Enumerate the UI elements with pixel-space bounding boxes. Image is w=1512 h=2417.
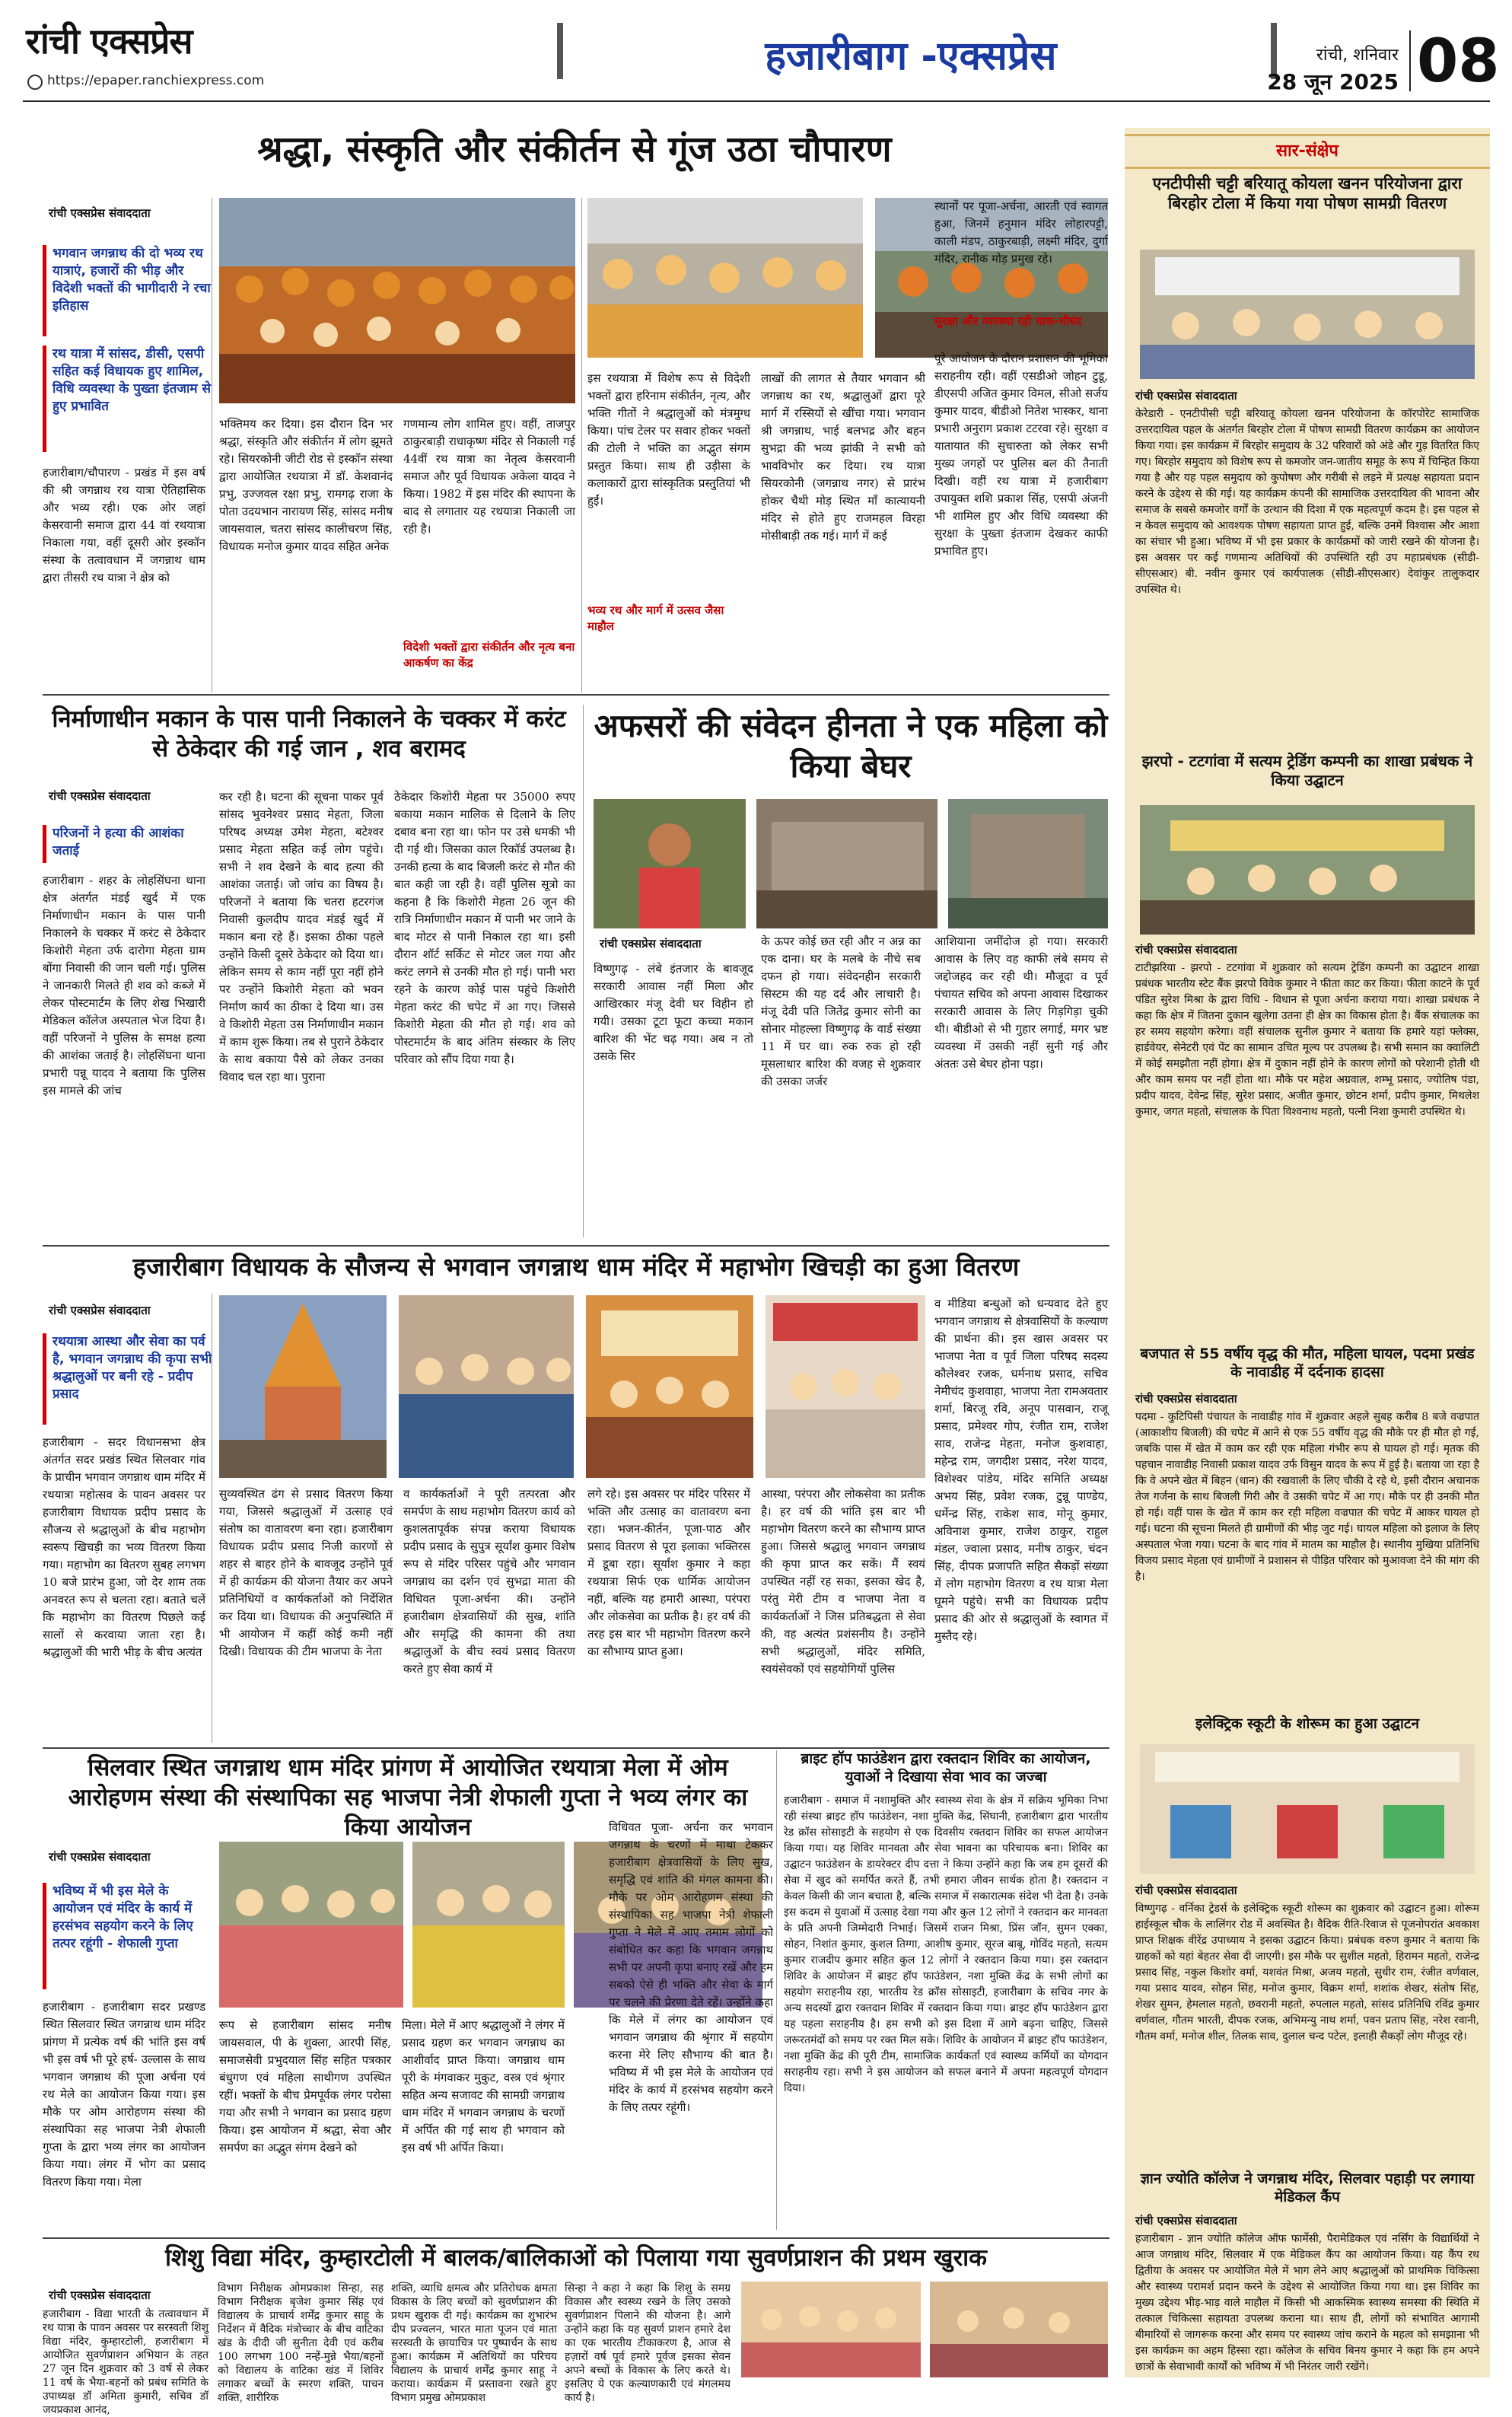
story7-photo-1: [741, 2282, 921, 2377]
story1-photo-2: [587, 198, 863, 358]
place-day: रांची, शनिवार: [1316, 46, 1399, 65]
story6-body: हजारीबाग - समाज में नशामुक्ति और स्वास्थ्य सेवा के क्षेत्र में सक्रिय भूमिका निभा रही संस्था ब्राइट हॉप फाउंडेशन, नशा मुक्ति केंद्र, सिंघानी, हजारीबाग द्वारा भारतीय रेड क्रॉस सोसाइटी के सहयोग से एक दिवसीय रक्तदान शिविर का सफल आयोजन किया गया। यह शिविर मानवता और सेवा भावना का परिचायक बना। शिविर का उद्घाटन फाउंडेशन के डायरेक्टर दीप दत्ता ने किया उन्होंने कहा कि जब हम दूसरों की सेवा में खुद को समर्पित करते हैं, तभी हमारा जीवन सार्थक होता है। रक्तदान न केवल किसी की जान बचाता है, बल्कि समाज में सकारात्मक संदेश भी देता है। उनके इस कदम से युवाओं में उत्साह देखा गया और कुल 12 लोगों ने रक्तदान कर मानवता के प्रति अपनी जिम्मेदारी निभाई। जिसमें राजन मिश्रा, प्रिंस जॉन, सुमन एक्का, सोहन, निशांत कुमार, कुशल तिग्गा, आशीष कुमार, सूरज बाबू, गोविंद महतो, सत्यम कुमार राजदीप कुमार सहित कुल 12 लोगों ने रक्तदान किया गया। इस रक्तदान शिविर के आयोजन में ब्राइट हॉप फाउंडेशन, नशा मुक्ति केंद्र के सभी लोगों का सहयोग सराहनीय रहा, भारतीय रेड क्रॉस सोसाइटी, हजारीबाग के सचिव नगर के अन्य सदस्यों द्वारा रक्तदान शिविर में रक्तदान किया गया। ब्राइट हॉप फाउंडेशन द्वारा यह पहला सराहनीय है। हम सभी को इस दिशा में आगे बढ़ना चाहिए, जिससे जरूरतमंदों को समय पर रक्त मिल सके। शिविर के आयोजन में ब्राइट हॉप फाउंडेशन, नशा मुक्ति केंद्र की पूरी टीम, सामाजिक कार्यकर्ता एवं स्वास्थ्य कर्मियों का योगदान सराहनीय रहा। सभी ने इस आयोजन को सफल बनाने में अपना महत्वपूर्ण योगदान दिया।: [784, 1794, 1108, 2094]
masthead: [0, 0, 1512, 99]
story5-photo-2: [412, 1842, 565, 2008]
story5-column-2: रूप से हजारीबाग सांसद मनीष जायसवाल, पी के शुक्ला, आरपी सिंह, समाजसेवी प्रभुदयाल सिंह सहित पत्रकार बंधुगण एवं महिला साथीगण उपस्थित रहीं। भक्तों के बीच प्रेमपूर्वक लंगर परोसा गया और सभी ने भगवान का प्रसाद ग्रहण किया। इस आयोजन में श्रद्धा, सेवा और समर्पण का अद्भुत संगम देखने को: [219, 2018, 391, 2154]
story5-column-1: हजारीबाग - हजारीबाग सदर प्रखण्ड स्थित सिलवार स्थित जगन्नाथ धाम मंदिर प्रांगण में प्रत्येक वर्ष की भांति इस वर्ष भी इस वर्ष भी पूरे हर्ष- उल्लास के साथ भगवान जगन्नाथ की पूजा अर्चना एवं रथ मेले का आयोजन किया गया। इस मौके पर ओम आरोहणम संस्था की संस्थापिका सह भाजपा नेत्री शेफाली गुप्ता के द्वारा भव्य लंगर का आयोजन किया गया। लंगर में भोग का प्रसाद वितरण किया गया। मेला: [43, 2000, 205, 2189]
sidebar-s3-body: पदमा - कुटिपिसी पंचायत के नावाडीह गांव में शुक्रवार अहले सुबह करीब 8 बजे वज्रपात (आकाशीय बिजली) की चपेट में आने से एक 55 वर्षीय वृद्ध की मौके पर ही मौत हो गई, जबकि पास में खेत में काम कर रही एक महिला गंभीर रूप से घायल हो गई। मृतक की पहचान नावाडीह निवासी प्रकाश यादव उर्फ विसुन यादव के रूप में हुई है। बताया जा रहा है कि वे अपने खेत में बिहन (धान) की रखवाली के लिए चौकी दे रहे थे, इसी दौरान अचानक तेज गर्जना के साथ बिजली गिरी और वे उसकी चपेट में आ गए। मौके पर ही उनकी मौत हो गई। वहीं पास के खेत में काम कर रही महिला वज्रपात की चपेट में आकर घायल हो गई। घटना की सूचना मिलते ही ग्रामीणों की भीड़ जुट गई। घायल महिला को इलाज के लिए अस्पताल भेजा गया। घटना के बाद गांव में मातम का माहौल है। स्थानीय मुखिया प्रतिनिधि विजय प्रसाद मेहता एवं ग्रामीणों ने प्रशासन से पीड़ित परिवार को मुआवजा देने की मांग की है।: [1135, 1411, 1479, 1583]
story3-photo-1: [594, 799, 746, 928]
story2-deck: परिजनों ने हत्या की आशंका जताई: [43, 825, 212, 863]
sidebar-s5-body: हजारीबाग - ज्ञान ज्योति कॉलेज ऑफ फार्मेसी, पैरामेडिकल एवं नर्सिंग के विद्यार्थियों ने आज जगन्नाथ मंदिर, सिलवार में एक मेडिकल कैंप का आयोजन किया। यह कैंप रथ द्वितीया के अवसर पर आयोजित मेले में भाग लेने आए श्रद्धालुओं को प्राथमिक चिकित्सा और स्वास्थ्य परामर्श प्रदान करने के उद्देश्य से आयोजित किया गया था। इस शिविर का मुख्य उद्देश्य भीड़-भाड़ वाले माहौल में किसी भी आकस्मिक स्वास्थ्य समस्या की स्थिति में तत्काल चिकित्सा सहायता उपलब्ध कराना था। साथ ही, लोगों को संभावित आगामी बीमारियों से जागरूक करना और समय पर स्वास्थ्य जांच कराने के महत्व को समझाना भी इस कार्यक्रम का अहम हिस्सा रहा। कॉलेज के सचिव बिनय कुमार ने कहा कि हम अपने छात्रों के सेवाभावी कार्यों को भविष्य में भी निरंतर जारी रखेंगे।: [1135, 2233, 1479, 2373]
epaper-url[interactable]: https://epaper.ranchiexpress.com: [47, 73, 265, 88]
story5-headline: सिलवार स्थित जगन्नाथ धाम मंदिर प्रांगण में आयोजित रथयात्रा मेला में ओम आरोहणम संस्था की संस्थापिका सह भाजपा नेत्री शेफाली गुप्ता ने भव्य लंगर का किया आयोजन: [68, 1754, 748, 1841]
story7-photo-2: [930, 2282, 1108, 2377]
sidebar-s4-bureau: रांची एक्सप्रेस संवाददाता: [1135, 1884, 1237, 1897]
story7-headline: शिशु विद्या मंदिर, कुम्हारटोली में बालक/बालिकाओं को पिलाया गया सुवर्णप्राशन की प्रथम खुराक: [164, 2244, 987, 2272]
story2-headline: निर्माणाधीन मकान के पास पानी निकालने के चक्कर में करंट से ठेकेदार की गई जान , शव बरामद: [52, 705, 566, 763]
story1-caption-1: विदेशी भक्तों द्वारा संकीर्तन और नृत्य बना आकर्षण का केंद्र: [403, 640, 575, 670]
story1-headline: श्रद्धा, संस्कृति और संकीर्तन से गूंज उठा चौपारण: [257, 129, 892, 170]
story1-column-1: हजारीबाग/चौपारण - प्रखंड में इस वर्ष की श्री जगन्नाथ रथ यात्रा ऐतिहासिक और भव्य रही। एक ओर जहां केसरवानी समाज द्वारा 44 वां रथयात्रा निकाला गया, वहीं दूसरी ओर इस्कॉन संस्था के तत्वावधान में जगन्नाथ धाम द्वारा तीसरी रथ यात्रा ने क्षेत्र को: [43, 466, 205, 584]
sidebar-header-text: सार-संक्षेप: [1276, 142, 1339, 161]
story1-column-6: स्थानों पर पूजा-अर्चना, आरती एवं स्वागत हुआ, जिनमें हनुमान मंदिर लोहारपट्टी, काली मंडप, ठाकुरबाड़ी, लक्ष्मी मंदिर, दुर्गा मंदिर, रानीक मोड़ प्रमुख रहे।: [934, 199, 1108, 266]
story2-column-3: ठेकेदार किशोरी मेहता पर 35000 रुपए बकाया मकान मालिक से दिलाने के लिए दबाव बना रहा था। फोन पर उसे धमकी भी दी गई थी। जिसका काल रिकॉर्ड उपलब्ध है। उनकी हत्या के बाद बिजली करंट से मौत की बात कही जा रही है। वहीं पुलिस सूत्रो का कहना है कि किशोरी मेहता 26 जून की रात्रि निर्माणाधीन मकान में पानी भर जाने के बाद मोटर से पानी निकाल रहा था। इसी दौरान शॉर्ट सर्किट से मोटर जल गया और करंट लगने से उनकी मौत हो गई। पानी भरा रहने के कारण कोई पास पहुंचे किशोरी मेहता करंट की चपेट में आ गए। जिससे किशोरी मेहता की मौत हो गई। शव को पोस्टमार्टम के बाद अंतिम संस्कार के लिए परिवार को सौंप दिया गया है।: [394, 790, 575, 1066]
story1-caption-2: भव्य रथ और मार्ग में उत्सव जैसा माहौल: [587, 603, 724, 633]
sidebar-s4-photo: [1140, 1744, 1475, 1874]
story3-column-1: विष्णुगढ़ - लंबे इंतजार के बावजूद सरकारी आवास नहीं मिला और आखिरकार मंजू देवी घर विहीन हो गयी। उसका टूटा फूटा कच्चा मकान बारिश की भेंट चढ़ गया। अब न तो उसके सिर: [594, 962, 753, 1063]
story3-column-2: के ऊपर कोई छत रही और न अन्न का एक दाना। घर के मलबे के नीचे सब दफन हो गया। संवेदनहीन सरकारी सिस्टम की यह दर्द और लाचारी है। मंजू देवी पति जितेंद्र कुमार सोनी का सोनार मोहल्ला विष्णुगढ़ के वार्ड संख्या 11 में घर था। रुक रुक हो रही मूसलाधार बारिश की वजह से शुक्रवार की उसका जर्जर: [761, 935, 921, 1088]
story4-photo-1: [219, 1295, 387, 1478]
sidebar-s2-photo: [1140, 805, 1475, 935]
sidebar-s3-headline: बजपात से 55 वर्षीय वृद्ध की मौत, महिला घायल, पदमा प्रखंड के नावाडीह में दर्दनाक हादसा: [1140, 1345, 1475, 1380]
story5-deck: भविष्य में भी इस मेले के आयोजन एवं मंदिर के कार्य में हरसंभव सहयोग करने के लिए तत्पर रहूंगी - शेफाली गुप्ता: [43, 1883, 212, 1989]
sidebar-s2-headline: झरपो - टटगांवा में सत्यम ट्रेडिंग कम्पनी का शाखा प्रबंधक ने किया उद्घाटन: [1141, 752, 1473, 789]
story4-column-2: सुव्यवस्थित ढंग से प्रसाद वितरण किया गया, जिससे श्रद्धालुओं में उत्साह एवं संतोष का वातावरण बना रहा। हजारीबाग विधायक प्रदीप प्रसाद निजी कारणों से शहर से बाहर होने के बावजूद उन्होंने पूर्व में ही कार्यक्रम की योजना तैयार कर अपने प्रतिनिधियों व कार्यकर्ताओं को निर्देशित कर दिया था। विधायक की अनुपस्थिति में भी आयोजन में कहीं कोई कमी नहीं दिखी। विधायक की टीम भाजपा के नेता: [219, 1487, 393, 1658]
story3-column-3: आशियाना जमींदोज हो गया। सरकारी आवास के लिए वह काफी लंबे समय से जद्दोजहद कर रही थी। मौजूदा व पूर्व पंचायत सचिव को अपना आवास दिखाकर सरकारी आवास के लिए गिड़गिड़ा चुकी थी। बीडीओ से भी गुहार लगाई, मगर भ्रष्ट व्यवस्था में उसकी नहीं सुनी गई और अंततः उसे बेघर होना पड़ा।: [934, 935, 1108, 1071]
story7-bureau: रांची एक्सप्रेस संवाददाता: [49, 2288, 151, 2302]
page-number: 08: [1417, 27, 1500, 96]
story3-headline: अफसरों की संवेदन हीनता ने एक महिला को किया बेघर: [594, 707, 1108, 785]
story4-photo-2: [399, 1295, 574, 1478]
edition-title: हजारीबाग -एक्सप्रेस: [765, 33, 1057, 79]
newspaper-logo: रांची एक्सप्रेस: [26, 21, 193, 62]
story4-deck: रथयात्रा आस्था और सेवा का पर्व है, भगवान जगन्नाथ की कृपा सभी श्रद्धालुओं पर बनी रहे - प्रदीप प्रसाद: [43, 1333, 212, 1425]
sidebar-s5-headline: ज्ञान ज्योति कॉलेज ने जगन्नाथ मंदिर, सिलवार पहाड़ी पर लगाया मेडिकल कैंप: [1140, 2170, 1475, 2205]
globe-icon: [27, 75, 43, 90]
sidebar-s3-bureau: रांची एक्सप्रेस संवाददाता: [1135, 1392, 1237, 1406]
sidebar-s1-photo: [1140, 250, 1475, 379]
story2-column-2: कर रही है। घटना की सूचना पाकर पूर्व सांसद भुवनेश्वर प्रसाद मेहता, जिला परिषद अध्यक्ष उमेश मेहता, बटेश्वर प्रसाद मेहता सहित कई लोग पहुंचे। सभी ने शव देखने के बाद हत्या की आशंका जताई। जो जांच का विषय है। परिजनों ने बताया कि चतरा हटरगंज निवासी कुलदीप यादव मंडई खुर्द में मकान बना रहे हैं। इसका ठीका पहले उन्होंने किसी दूसरे ठेकेदार को दिया था। लेकिन समय से काम नहीं पूरा नहीं होने पर उन्होंने किशोरी मेहता को भवन निर्माण कार्य का ठीका दे दिया था। उस वे किशोरी मेहता उस निर्माणाधीन मकान में काम शुरू किया। तब से पुराने ठेकेदार के साथ बकाया पैसे को लेकर उनका विवाद चल रहा था। पुराना: [219, 790, 384, 1084]
story3-bureau: रांची एक्सप्रेस संवाददाता: [600, 937, 702, 951]
story4-column-5: आस्था, परंपरा और लोकसेवा का प्रतीक है। हर वर्ष की भांति इस बार भी महाभोग वितरण करने का सौभाग्य प्राप्त हुआ। जिससे श्रद्धालु भगवान जगन्नाथ की कृपा प्राप्त कर सकें। मैं स्वयं उपस्थित नहीं रह सका, इसका खेद है, परंतु मेरी टीम व भाजपा नेता व कार्यकर्ताओं ने जिस प्रतिबद्धता से सेवा की, वह अत्यंत प्रशंसनीय है। उन्होंने सभी श्रद्धालुओं, मंदिर समिति, स्वयंसेवकों एवं सहयोगियों पुलिस: [761, 1487, 925, 1676]
sidebar-header: [1125, 134, 1490, 169]
story5-photo-1: [219, 1842, 403, 2008]
sidebar-s2-body: टाटीझरिया - झरपो - टटगांवा में शुक्रवार को सत्यम ट्रेडिंग कम्पनी का उद्घाटन शाखा प्रबंधक भारतीय स्टेट बैंक झरपो विवेक कुमार ने फीता काट कर किया। फीता काटने के पूर्व पंडित सुरेश मिश्रा के द्वारा विधि - विधान से पूजा अर्चना कराया गया। शाखा प्रबंधक ने कहा कि क्षेत्र में जितना दुकान खुलेगा उतना ही क्षेत्र का विकास होता है। बैंक संचालक का हर समय सहयोग करेगा। वहीं संचालक सुनील कुमार ने बताया कि हमारे यहां फ्लेक्स, हार्डवेयर, सेनेटरी एवं पेंट का सामान उचित मूल्य पर उपलब्ध है। सभी समान का क्वालिटी में कोई समझौता नहीं होगा। क्षेत्र में दुकान नहीं होने के कारण लोगों को परेशानी होती थी और काम समय पर नहीं होता था। मौके पर महेश अग्रवाल, शम्भू प्रसाद, ज्योतिष पंडा, प्रदीप यादव, देवेन्द्र सिंह, सुरेश प्रसाद, अजीत कुमार, छोटन शर्मा, प्रदीप कुमार, मिथलेश कुमार, जगत महतो, संचालक के पिता विश्वनाथ महतो, पत्नी निशा कुमारी उपस्थित थे।: [1135, 962, 1479, 1118]
story4-headline: हजारीबाग विधायक के सौजन्य से भगवान जगन्नाथ धाम मंदिर में महाभोग खिचड़ी का हुआ वितरण: [132, 1252, 1020, 1282]
story7-column-3: शक्ति, व्याधि क्षमत्व और प्रतिरोधक क्षमता विकास के लिए बच्चों को सुवर्णप्राशन की प्रथम खुराक दी गई। कार्यक्रम का शुभारंभ दीप प्रज्वलन, भारत माता पूजन एवं माता सरस्वती के छायाचित्र पर पुष्पार्चन के साथ हुआ। कार्यक्रम में अतिथियों का परिचय विद्यालय के प्राचार्य शर्मेंद्र कुमार साहू ने कराया। कार्यक्रम में प्रस्तावना रखते हुए विभाग प्रमुख ओमप्रकाश: [391, 2282, 557, 2404]
sidebar-s1-headline: एनटीपीसी चट्टी बरियातू कोयला खनन परियोजना द्वारा बिरहोर टोला में किया गया पोषण सामग्री वितरण: [1152, 174, 1463, 213]
story5-bureau: रांची एक्सप्रेस संवाददाता: [49, 1850, 151, 1864]
sidebar-s5-bureau: रांची एक्सप्रेस संवाददाता: [1135, 2214, 1237, 2228]
story1-deck-1: भगवान जगन्नाथ की दो भव्य रथ यात्राएं, हजारों की भीड़ और विदेशी भक्तों की भागीदारी ने रचा इतिहास: [43, 245, 212, 336]
story4-bureau: रांची एक्सप्रेस संवाददाता: [49, 1304, 151, 1317]
story2-bureau: रांची एक्सप्रेस संवाददाता: [49, 789, 151, 803]
story1-column-7: पूरे आयोजन के दौरान प्रशासन की भूमिका सराहनीय रही। वहीं एसडीओ जोहन टुडू, डीएसपी अजित कुमार विमल, सीओ सर्जय कुमार यादव, बीडीओ नितेश भास्कर, थाना प्रभारी अनुराग प्रकाश टटरवा रहे। सुरक्षा व यातायात की सुचारुता को लेकर सभी मुख्य जगहों पर पुलिस बल की तैनाती दिखी। वहीं रथ यात्रा में हजारीबाग उपायुक्त शशि प्रकाश सिंह, एसपी अंजनी भी शामिल हुए और विधि व्यवस्था की सुरक्षा के पुख्ता इंतजाम देखकर काफी प्रभावित हुए।: [934, 352, 1108, 558]
story4-column-4: लगे रहे। इस अवसर पर मंदिर परिसर में भक्ति और उत्साह का वातावरण बना रहा। भजन-कीर्तन, पूजा-पाठ और प्रसाद वितरण से पूरा इलाका भक्तिरस में डूबा रहा। सूर्यांश कुमार ने कहा रथयात्रा सिर्फ एक धार्मिक आयोजन नहीं, बल्कि यह हमारी आस्था, परंपरा और लोकसेवा का प्रतीक है। हर वर्ष की तरह इस बार भी महाभोग वितरण करने का सौभाग्य प्राप्त हुआ।: [587, 1487, 750, 1658]
sidebar-s4-body: विष्णुगढ़ - वर्निका ट्रेडर्स के इलेक्ट्रिक स्कूटी शोरूम का शुक्रवार को उद्घाटन हुआ। शोरूम हाईस्कूल चौक के लालिंगर रोड में अवस्थित है। वैदिक रीति-रिवाज से पूजनोपरांत अवकाश प्राप्त शिक्षक वीरेंद्र उपाध्याय ने इसका उद्घाटन किया। प्रबंधक वरुण कुमार ने बताया कि ग्राहकों को यहां बेहतर सेवा दी जाएगी। इस मौके पर सुशील महतो, हिरामन महतो, राजेन्द्र प्रसाद सिंह, नकुल किशोर वर्मा, यशवंत मिश्रा, अजय महतो, सुधीर राम, रंजीत वर्णवाल, गया प्रसाद यादव, सोहन सिंह, मनोज कुमार, विक्रम शर्मा, शशांक शेखर, संतोष सिंह, शेखर सुमन, हेमलाल महतो, छवरानी महतो, रुपलाल महतो, सांसद प्रतिनिधि रविंद्र कुमार वर्णवाल, गौतम भारती, दीपक रजक, अभिमन्यु नाथ शर्मा, पवन प्रताप सिंह, नरेश रवानी, गौतम वर्मा, मनोज शील, तिलक साव, दुलाल चन्द पटेल, इलाही सैकड़ों लोग मौजूद रहे।: [1135, 1903, 1479, 2043]
story2-column-1: हजारीबाग - शहर के लोहसिंघना थाना क्षेत्र अंतर्गत मंडई खुर्द में एक निर्माणाधीन मकान के पास पानी निकालने के चक्कर में करंट से ठेकेदार किशोरी मेहता उर्फ दारोगा मेहता ग्राम बोंगा निवासी की जान चली गई। पुलिस ने जानकारी मिलते ही शव को कब्जे में लेकर पोस्टमार्टम के लिए शेख भिखारी मेडिकल कॉलेज अस्पताल भेज दिया है। वहीं परिजनों ने पुलिस के समक्ष हत्या की आशंका जताई है। लोहसिंघना थाना प्रभारी पन्नू यादव ने बताया कि पुलिस इस मामले की जांच: [43, 874, 205, 1097]
story7-column-2: विभाग निरीक्षक ओमप्रकाश सिन्हा, सह विभाग निरीक्षक बृजेश कुमार सिंह एवं विद्यालय के प्राचार्य शर्मेंद्र कुमार साहू के निर्देशन में वैदिक मंत्रोच्चार के बीच वाटिका खंड के दीदी जी सुनीता देवी एवं करीब 100 लगभग 100 नन्हें-मुन्ने भैया/बहनों को विद्यालय के वाटिका खंड में शिविर लगाकर बच्चों के स्मरण शक्ति, पाचन शक्ति, शारीरिक: [218, 2282, 384, 2404]
sidebar-s2-bureau: रांची एक्सप्रेस संवाददाता: [1135, 943, 1237, 957]
story5-column-3: मिला। मेले में आए श्रद्धालुओं ने लंगर में प्रसाद ग्रहण कर भगवान जगन्नाथ का आशीर्वाद प्राप्त किया। जगन्नाथ धाम पूरी के मंगवाकर मुकुट, वस्त्र एवं श्रृंगार सहित अन्य सजावट की सामग्री जगन्नाथ धाम मंदिर में भगवान जगन्नाथ के चरणों में अर्पित की गई साथ ही भगवान को इस वर्ष भी अर्पित किया।: [402, 2018, 565, 2154]
story4-photo-3: [586, 1295, 753, 1478]
story1-photo-1: [219, 198, 575, 403]
story3-photo-2: [756, 799, 937, 928]
sidebar: [1125, 128, 1490, 2377]
story3-photo-3: [948, 799, 1108, 928]
issue-date: 28 जून 2025: [1267, 69, 1399, 94]
sidebar-s4-headline: इलेक्ट्रिक स्कूटी के शोरूम का हुआ उद्घाटन: [1195, 1715, 1419, 1732]
story4-column-3: व कार्यकर्ताओं ने पूरी तत्परता और समर्पण के साथ महाभोग वितरण कार्य को कुशलतापूर्वक संपन्न कराया विधायक प्रदीप प्रसाद के सुपुत्र सूर्यांश कुमार विशेष रूप से मंदिर परिसर पहुंचे और भगवान जगन्नाथ का दर्शन एवं सुभद्रा माता की विधिवत पूजा-अर्चना की। उन्होंने हजारीबाग क्षेत्रवासियों की सुख, शांति और समृद्धि की कामना की तथा श्रद्धालुओं के बीच स्वयं प्रसाद वितरण करते हुए सेवा कार्य में: [403, 1487, 575, 1676]
story7-column-4: सिन्हा ने कहा ने कहा कि शिशु के समग्र विकास और स्वस्थ्य रखने के लिए उसको सुवर्णप्राशन पिलाने की योजना है। आगे उन्होंने कहा कि यह सुवर्ण प्राशन हमारे देश का एक भारतीय टीकाकरण है, आज से हज़ारों वर्ष पूर्व हमारे पूर्वज इसका सेवन अपने बच्चों के विकास के लिए करते थे। इसलिए ये एक कल्याणकारी एवं मंगलमय कार्य है।: [565, 2282, 731, 2404]
story5-column-4: विधिवत पूजा- अर्चना कर भगवान जगन्नाथ के चरणों में माथा टेककर हजारीबाग क्षेत्रवासियों के लिए सुख, समृद्धि एवं शांति की मंगल कामना की। मौके पर ओम आरोहणम संस्था की संस्थापिका सह भाजपा नेत्री शेफाली गुप्ता ने मेले में आए तमाम लोगों को संबोधित कर कहा कि भगवान जगन्नाथ सभी पर अपनी कृपा बनाए रखें और हम सबको ऐसे ही भक्ति और सेवा के मार्ग पर चलने की प्रेरणा देते रहें। उन्होंने कहा कि मेले में लंगर का आयोजन एवं भगवान जगन्नाथ की श्रृंगार में सहयोग करना मेरे लिए सौभाग्य की बात है। भविष्य में भी इस मेले के आयोजन एवं मंदिर के कार्य में हरसंभव सहयोग करने के लिए तत्पर रहूंगी।: [609, 1820, 773, 2114]
sidebar-s1-body: केरेडारी - एनटीपीसी चट्टी बरियातू कोयला खनन परियोजना के कॉरपोरेट सामाजिक उत्तरदायित्व पहल के अंतर्गत बिरहोर टोला में पोषण सामग्री वितरण कार्यक्रम का आयोजन किया गया। इस कार्यक्रम में बिरहोर समुदाय के 32 परिवारों को अंडे और गुड़ वितरित किए गए। बिरहोर समुदाय को विशेष रूप से कमजोर जन-जातीय समूह के रूप में चिन्हित किया गया है और यह पहल समुदाय को कुपोषण और गरीबी से लड़ने में प्रत्यक्ष सहायता प्रदान करने के उद्देश्य से की गई। यह कार्यक्रम कंपनी की सामाजिक उत्तरदायित्व की भावना और समाज के सबसे कमजोर वर्गों के उत्थान की दिशा में एक महत्वपूर्ण कदम है। इस पहल से न केवल समुदाय को आवश्यक पोषण सहायता प्राप्त हुई, बल्कि उनमें विश्वास और आशा का संचार भी हुआ। भविष्य में भी इस प्रकार के कार्यक्रमों को जारी रखने की योजना है। इस अवसर पर कई गणमान्य अतिथियों की उपस्थिति रही उप महाप्रबंधक (सीडी-सीएसआर) बी. नवीन कुमार एवं कार्यपालक (सीडी-सीएसआर) देवांकुर तालुकदार उपस्थित थे।: [1135, 408, 1479, 596]
story1-column-5: लाखों की लागत से तैयार भगवान श्री जगन्नाथ का रथ, श्रद्धालुओं द्वारा पूरे मार्ग में रस्सियों से खींचा गया। भगवान श्री जगन्नाथ, भाई बलभद्र और बहन सुभद्रा की भव्य झांकी ने सभी को भावविभोर कर दिया। रथ यात्रा सियरकोनी (जगन्नाथ नगर) से प्रारंभ होकर चैथी मोड़ स्थित माँ कात्यायनी मंदिर से होते हुए राजमहल विरहा मोसीबाड़ी तक गई। मार्ग में कई: [761, 371, 925, 543]
story1-column-3: गणमान्य लोग शामिल हुए। वहीं, ताजपुर ठाकुरबाड़ी राधाकृष्ण मंदिर से निकाली गई 44वीं रथ यात्रा का नेतृत्व केसरवानी समाज और पूर्व विधायक अकेला यादव ने किया। 1982 में इस मंदिर की स्थापना के बाद से लगातार यह रथयात्रा निकाली जा रही है।: [403, 417, 575, 536]
story4-column-6: व मीडिया बन्धुओं को धन्यवाद देते हुए भगवान जगन्नाथ से क्षेत्रवासियों के कल्याण की प्रार्थना की। इस खास अवसर पर भाजपा नेता व पूर्व जिला परिषद सदस्य कौलेश्वर रजक, धर्मनाथ प्रसाद, सचिव नेमीचंद कुशवाहा, भाजपा नेता रामअवतार शर्मा, बिरजू रवि, अनूप पासवान, राजू प्रसाद, प्रमेश्वर गोप, रंजीत राम, राजेश साव, राजेन्द्र मेहता, मनोज कुशवाहा, महेन्द्र राम, जगदीश प्रसाद, नरेश यादव, विशेश्वर पांडेय, मंदिर समिति अध्यक्ष अभय सिंह, प्रवेश रजक, टुन्नू पाण्डेय, धर्मेन्द्र सिंह, राकेश साव, मोनू कुमार, अविनाश कुमार, राजेश ठाकुर, राहुल मंडल, ज्वाला प्रसाद, मनीष ठाकुर, चंदन सिंह, दीपक प्रजापति सहित सैकड़ों संख्या में लोग महाभोग वितरण व रथ यात्रा मेला घूमने पहुंचे। सभी का विधायक प्रदीप प्रसाद की ओर से श्रद्धालुओं के स्वागत में मुस्तैद रहे।: [934, 1297, 1108, 1643]
story6-headline: ब्राइट हॉप फाउंडेशन द्वारा रक्तदान शिविर का आयोजन, युवाओं ने दिखाया सेवा भाव का जज्बा: [801, 1750, 1091, 1785]
story4-column-1: हजारीबाग - सदर विधानसभा क्षेत्र अंतर्गत सदर प्रखंड स्थित सिलवार गांव के प्राचीन भगवान जगन्नाथ धाम मंदिर में रथयात्रा महोत्सव के पावन अवसर पर हजारीबाग विधायक प्रदीप प्रसाद के सौजन्य से श्रद्धालुओं के बीच महाभोग स्वरूप खिचड़ी का भव्य वितरण किया गया। महाभोग का वितरण सुबह लगभग 10 बजे प्रारंभ हुआ, जो देर शाम तक अनवरत रूप से चलता रहा। बताते चलें कि महाभोग का वितरण पिछले कई सालों से करवाया जाता रहा है। श्रद्धालुओं की भारी भीड़ के बीच अत्यंत: [43, 1435, 205, 1659]
story1-column-4: इस रथयात्रा में विशेष रूप से विदेशी भक्तों द्वारा हरिनाम संकीर्तन, नृत्य, और भक्ति गीतों ने श्रद्धालुओं को मंत्रमुग्ध किया। पांच टेलर पर सवार होकर भक्तों की टोली ने भक्ति का अद्भुत संगम प्रस्तुत किया। साथ ही उड़ीसा के कलाकारों द्वारा सांस्कृतिक प्रस्तुतियां भी हुईं।: [587, 371, 750, 508]
sidebar-s1-bureau: रांची एक्सप्रेस संवाददाता: [1135, 389, 1237, 403]
story1-caption-3: सुरक्षा और व्यवस्था रही चाक-चौबंद: [934, 314, 1082, 328]
story1-bureau: रांची एक्सप्रेस संवाददाता: [49, 206, 151, 220]
story7-column-1: हजारीबाग - विद्या भारती के तत्वावधान में रथ यात्रा के पावन अवसर पर सरस्वती शिशु विद्या मंदिर, कुम्हारटोली, हजारीबाग में आयोजित सुवर्णप्राशन अभियान के तहत 27 जून दिन शुक्रवार को 3 वर्ष से लेकर 11 वर्ष के भैया-बहनों को प्रबंध समिति के उपाध्यक्ष डॉ अमिता कुमारी, सचिव डॉ जयप्रकाश आनंद,: [43, 2308, 208, 2416]
story4-photo-4: [766, 1295, 925, 1478]
story1-column-2: भक्तिमय कर दिया। इस दौरान दिन भर श्रद्धा, संस्कृति और संकीर्तन में लोग झूमते रहे। सियरकोनी जीटी रोड से इस्कॉन संस्था द्वारा आयोजित रथयात्रा में डॉ. केशवानंद प्रभु, उज्जवल रक्षा प्रभु, रामगढ़ राजा के पोता उदयभान नारायण सिंह, सांसद मनीष जायसवाल, चतरा सांसद कालीचरण सिंह, विधायक मनोज कुमार यादव सहित अनेक: [219, 417, 393, 553]
story1-deck-2: रथ यात्रा में सांसद, डीसी, एसपी सहित कई विधायक हुए शामिल, विधि व्यवस्था के पुख्ता इंतजाम से हुए प्रभावित: [43, 346, 212, 452]
